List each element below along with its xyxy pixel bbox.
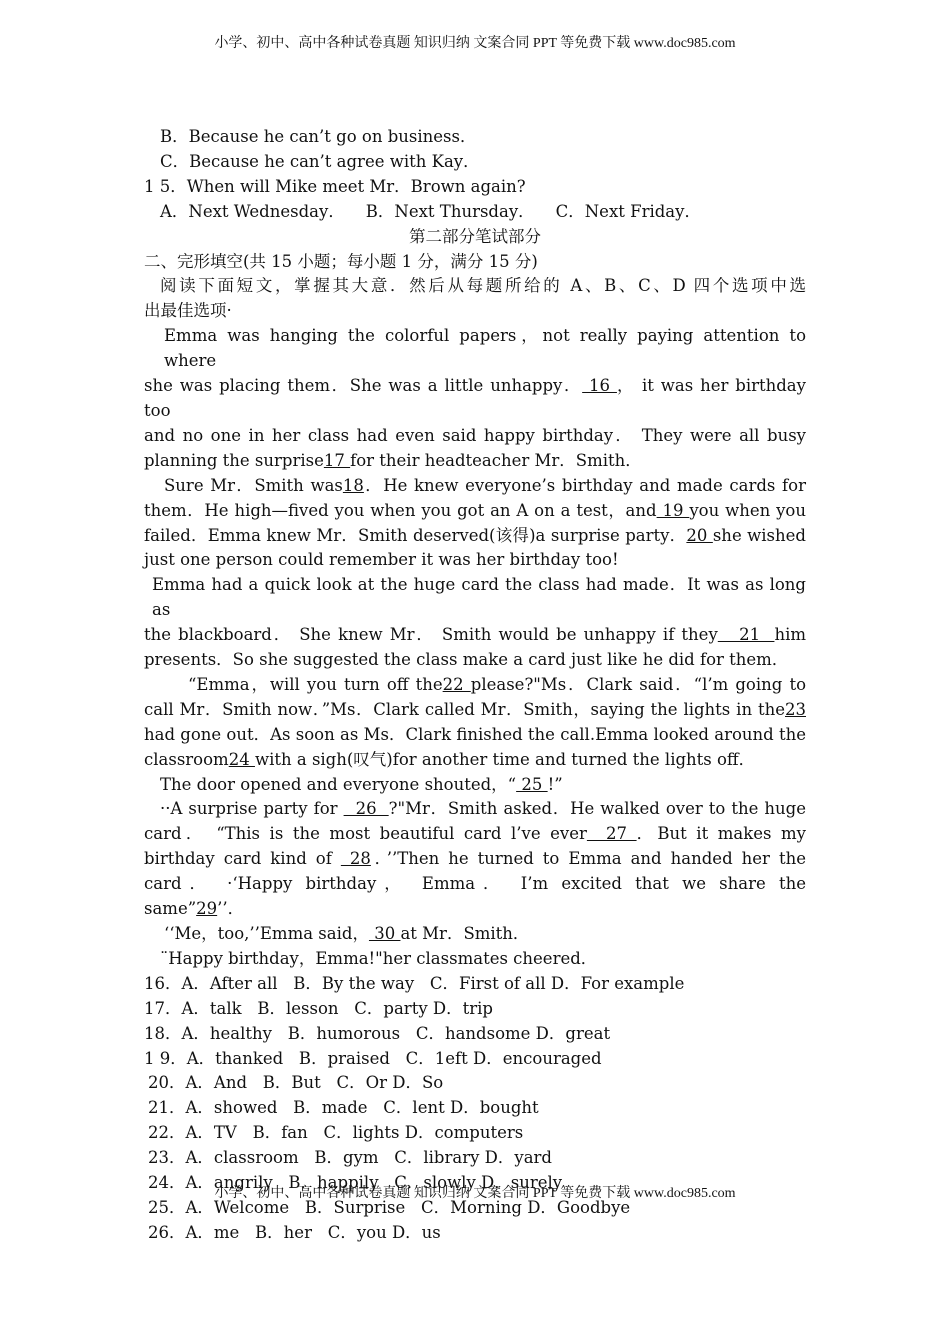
blank-21: 21 xyxy=(717,625,775,645)
passage-line: them．He high—fived you when you got an A on a test，and 19 you when you xyxy=(144,500,806,520)
blank-24: 24 xyxy=(228,749,255,769)
passage-line: ‘‘Me，too,’’Emma said， 30 at Mr．Smith． xyxy=(164,924,530,943)
page-footer: 小学、初中、高中各种试卷真题 知识归纳 文案合同 PPT 等免费下载 www.doc985.com xyxy=(214,1186,736,1201)
question-23: 23．A．classroom B．gym C．library D．yard xyxy=(148,1148,552,1168)
cloze-heading: 二、完形填空(共 15 小题；每小题 1 分，满分 15 分) xyxy=(144,251,538,271)
question-25: 25．A．Welcome B．Surprise C．Morning D．Goodbye xyxy=(148,1197,631,1217)
blank-27: 27 xyxy=(586,824,637,844)
question-16: 16．A．After all B．By the way C．First of all D．For example xyxy=(144,973,685,993)
question-26: 26．A．me B．her C．you D．us xyxy=(148,1222,441,1242)
blank-28: 28 xyxy=(340,849,371,869)
passage-line: The door opened and everyone shouted，“ 25 !” xyxy=(160,774,563,794)
question-21: 21．A．showed B．made C．lent D．bought xyxy=(148,1098,539,1118)
passage-line: call Mr．Smith now．”Ms．Clark called Mr．Smith，saying the lights in the23 xyxy=(144,699,806,719)
passage-line: had gone out．As soon as Ms．Clark finished the call.Emma looked around the xyxy=(144,724,806,744)
blank-19: 19 xyxy=(656,500,690,520)
passage-line: and no one in her class had even said happy birthday． They were all busy xyxy=(144,425,806,445)
passage-line: same”29’’． xyxy=(144,899,245,919)
passage-line: ··A surprise party for 26 ?"Mr．Smith asked．He walked over to the huge xyxy=(160,799,806,819)
passage-line: planning the surprise17 for their headteacher Mr．Smith． xyxy=(144,450,642,470)
passage-line: she was placing them．She was a little unhappy． 16 ， it was her birthday too xyxy=(144,376,806,420)
blank-30: 30 xyxy=(368,924,401,943)
passage-line: “Emma，will you turn off the22 please?"Ms．Clark said．“l’m going to xyxy=(188,674,807,694)
blank-20: 20 xyxy=(686,525,713,545)
question-24: 24．A．angrily B．happily C．slowly D．surely xyxy=(148,1173,563,1193)
blank-16: 16 xyxy=(582,376,617,396)
blank-22: 22 xyxy=(442,674,471,694)
passage-line: just one person could remember it was her birthday too! xyxy=(144,550,619,570)
blank-29: 29 xyxy=(196,899,218,919)
q15-options: A．Next Wednesday． B．Next Thursday． C．Next Friday． xyxy=(160,201,701,221)
passage-line: Emma was hanging the colorful papers，not really paying attention to where xyxy=(164,326,806,371)
q15-question: 1 5．When will Mike meet Mr．Brown again? xyxy=(144,176,526,196)
question-22: 22．A．TV B．fan C．lights D．computers xyxy=(148,1123,524,1143)
passage-line: failed．Emma knew Mr．Smith deserved(该得)a surprise party．20 she wished xyxy=(144,525,806,545)
question-17: 17．A．talk B．lesson C．party D．trip xyxy=(144,998,493,1018)
blank-23: 23 xyxy=(785,699,806,719)
q14-option-b: B．Because he can’t go on business． xyxy=(160,127,477,146)
blank-26: 26 xyxy=(343,799,389,819)
passage-line: presents．So she suggested the class make a card just like he did for them． xyxy=(144,650,789,670)
passage-line: the blackboard． She knew Mr． Smith would be unhappy if they 21 him xyxy=(144,625,806,645)
blank-25: 25 xyxy=(516,774,548,794)
passage-line: classroom24 with a sigh(叹气)for another time and turned the lights off． xyxy=(144,749,756,769)
question-20: 20．A．And B．But C．Or D．So xyxy=(148,1073,444,1093)
passage-line: birthday card kind of 28．’’Then he turned to Emma and handed her the xyxy=(144,849,806,869)
passage-line: card． ·‘Happy birthday， Emma． I’m excited that we share the xyxy=(144,874,806,894)
question-18: 18．A．healthy B．humorous C．handsome D．great xyxy=(144,1023,611,1043)
question-19: 1 9．A．thanked B．praised C．1eft D．encouraged xyxy=(144,1048,602,1068)
q14-option-c: C．Because he can’t agree with Kay． xyxy=(160,151,480,171)
blank-17: 17 xyxy=(323,450,351,470)
passage-line: Emma had a quick look at the huge card the class had made．It was as long as xyxy=(152,575,806,620)
document-body xyxy=(144,125,806,1246)
blank-18: 18 xyxy=(342,475,364,495)
passage-line: ¨Happy birthday，Emma!"her classmates cheered． xyxy=(160,948,598,968)
cloze-instruction-cont: 出最佳选项· xyxy=(144,301,232,321)
passage-line: card． “This is the most beautiful card l’ve ever 27 ．But it makes my xyxy=(144,824,806,844)
passage-line: Sure Mr．Smith was18．He knew everyone’s birthday and made cards for xyxy=(164,475,806,495)
page-header: 小学、初中、高中各种试卷真题 知识归纳 文案合同 PPT 等免费下载 www.doc985.com xyxy=(214,36,736,51)
cloze-instruction: 阅读下面短文，掌握其大意．然后从每题所给的 A、B、C、D 四个选项中选 xyxy=(160,276,806,296)
section-title: 第二部分笔试部分 xyxy=(409,226,541,246)
